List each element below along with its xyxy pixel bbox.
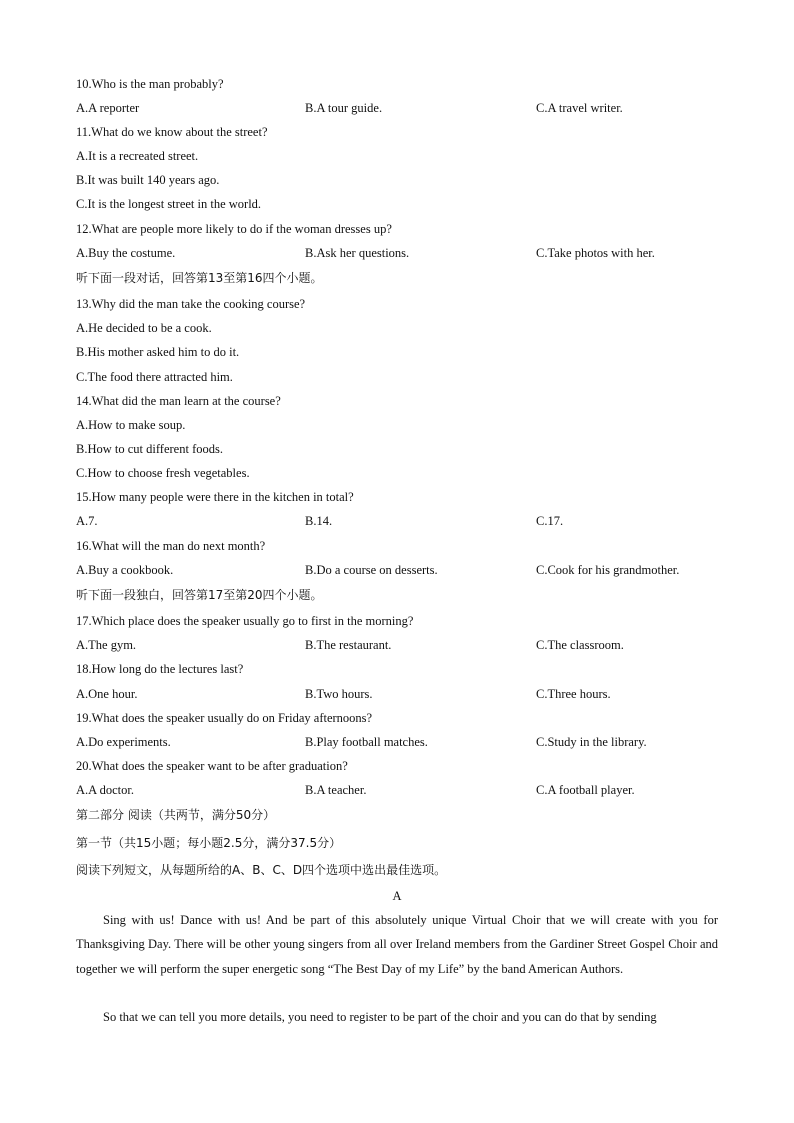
question-stem: 10.Who is the man probably? <box>76 77 224 91</box>
option-a: A.Buy the costume. <box>76 246 176 260</box>
option-c: C.Take photos with her. <box>536 246 655 260</box>
question-stem: 20.What does the speaker want to be after graduation? <box>76 759 348 773</box>
part-heading: 第二部分 阅读（共两节，满分50分） <box>76 808 276 822</box>
question-stem: 16.What will the man do next month? <box>76 539 266 553</box>
option-a: A.The gym. <box>76 638 137 652</box>
option-b: B.14. <box>305 514 333 528</box>
passage-paragraph: Sing with us! Dance with us! And be part of this absolutely unique Virtual Choir that we will create with you for Thanksgiving Day. There will be other young singers from all over Ireland members from the Gardiner Street Gospel Choir and together we will perform the super energetic song “The Best Day of my Life” by the band American Authors. <box>76 913 718 976</box>
passage-paragraph: So that we can tell you more details, you need to register to be part of the choir and you can do that by sending <box>103 1010 657 1024</box>
option-c: C.It is the longest street in the world. <box>76 197 262 211</box>
option-b: B.Ask her questions. <box>305 246 410 260</box>
option-c: C.The classroom. <box>536 638 624 652</box>
option-c: C.The food there attracted him. <box>76 370 233 384</box>
option-c: C.17. <box>536 514 564 528</box>
question-stem: 19.What does the speaker usually do on Friday afternoons? <box>76 711 373 725</box>
section-instruction: 听下面一段对话，回答第13至第16四个小题。 <box>76 271 323 285</box>
passage-label: A <box>392 889 402 903</box>
question-stem: 13.Why did the man take the cooking course? <box>76 297 306 311</box>
option-b: B.Play football matches. <box>305 735 428 749</box>
section-heading: 第一节（共15小题；每小题2.5分，满分37.5分） <box>76 836 342 850</box>
option-c: C.Study in the library. <box>536 735 647 749</box>
question-stem: 17.Which place does the speaker usually go to first in the morning? <box>76 614 414 628</box>
question-stem: 12.What are people more likely to do if the woman dresses up? <box>76 222 392 236</box>
option-b: B.It was built 140 years ago. <box>76 173 220 187</box>
option-b: B.A teacher. <box>305 783 367 797</box>
question-stem: 14.What did the man learn at the course? <box>76 394 281 408</box>
option-c: C.A travel writer. <box>536 101 623 115</box>
option-a: A.A reporter <box>76 101 140 115</box>
option-a: A.Do experiments. <box>76 735 171 749</box>
option-c: C.How to choose fresh vegetables. <box>76 466 250 480</box>
option-c: C.A football player. <box>536 783 635 797</box>
question-stem: 18.How long do the lectures last? <box>76 662 244 676</box>
option-c: C.Cook for his grandmother. <box>536 563 680 577</box>
option-a: A.It is a recreated street. <box>76 149 199 163</box>
option-b: B.A tour guide. <box>305 101 383 115</box>
option-a: A.Buy a cookbook. <box>76 563 174 577</box>
option-b: B.The restaurant. <box>305 638 392 652</box>
option-a: A.He decided to be a cook. <box>76 321 212 335</box>
option-a: A.7. <box>76 514 98 528</box>
option-c: C.Three hours. <box>536 687 611 701</box>
option-a: A.One hour. <box>76 687 138 701</box>
option-b: B.Two hours. <box>305 687 373 701</box>
option-a: A.How to make soup. <box>76 418 186 432</box>
option-b: B.How to cut different foods. <box>76 442 223 456</box>
option-a: A.A doctor. <box>76 783 134 797</box>
reading-instruction: 阅读下列短文，从每题所给的A、B、C、D四个选项中选出最佳选项。 <box>76 863 447 877</box>
question-stem: 11.What do we know about the street? <box>76 125 268 139</box>
section-instruction: 听下面一段独白，回答第17至第20四个小题。 <box>76 588 323 602</box>
option-b: B.His mother asked him to do it. <box>76 345 240 359</box>
question-stem: 15.How many people were there in the kitchen in total? <box>76 490 354 504</box>
option-b: B.Do a course on desserts. <box>305 563 438 577</box>
